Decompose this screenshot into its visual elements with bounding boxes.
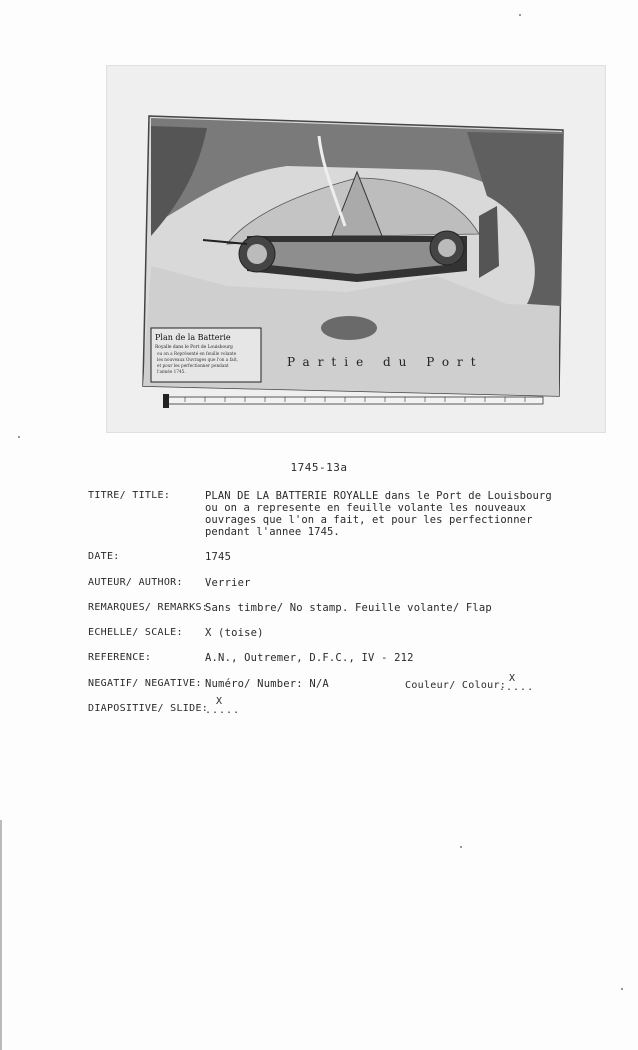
colour-mark: X (509, 673, 516, 684)
cartouche-line: l'année 1745. (157, 369, 186, 374)
slide-label: DIAPOSITIVE/ SLIDE: (88, 703, 209, 714)
author-label: AUTEUR/ AUTHOR: (88, 577, 183, 588)
scale-label: ECHELLE/ SCALE: (88, 627, 183, 638)
scan-speck (621, 988, 623, 990)
remarks-label: REMARQUES/ REMARKS: (88, 602, 209, 613)
author-value: Verrier (205, 577, 251, 589)
cartouche-heading: Plan de la Batterie (155, 333, 231, 342)
reference-value: A.N., Outremer, D.F.C., IV - 212 (205, 652, 414, 664)
map-image (107, 66, 605, 432)
cartouche-line: ou on a Représenté en feuille volante (157, 351, 237, 356)
cartouche-line: et pour les perfectionner pendant (157, 363, 229, 368)
date-label: DATE: (88, 551, 120, 562)
reference-number: 1745-13a (290, 461, 348, 474)
slide-mark: X (216, 696, 223, 707)
negative-value: Numéro/ Number: N/A (205, 678, 329, 690)
remarks-value: Sans timbre/ No stamp. Feuille volante/ Flap (205, 602, 492, 614)
scale-ruler (165, 397, 543, 404)
date-value: 1745 (205, 551, 232, 563)
negative-label: NEGATIF/ NEGATIVE: (88, 678, 202, 689)
title-value: PLAN DE LA BATTERIE ROYALLE dans le Port de Louisbourg ou on a represente en feuille volante les nouveaux ouvrages que l'on a fait, et pour les perfectionner pendant l'annee 1745. (205, 490, 552, 538)
colour-label: Couleur/ Colour: (405, 680, 507, 691)
cartouche-subheading: Royalle dans le Port de Louisbourg (155, 345, 233, 350)
scan-speck (519, 14, 521, 16)
reference-label: REFERENCE: (88, 652, 152, 663)
map-photograph (107, 66, 605, 432)
scan-speck (18, 436, 20, 438)
scan-edge (0, 820, 2, 1050)
title-label: TITRE/ TITLE: (88, 490, 171, 501)
colour-dots: ..... (499, 682, 535, 693)
slide-dots: ..... (205, 705, 241, 716)
scale-value: X (toise) (205, 627, 264, 639)
cartouche-line: les nouveaux Ouvrages que l'on a fait, (157, 357, 239, 362)
port-label: Partie du Port (287, 355, 484, 369)
scan-speck (460, 846, 462, 848)
